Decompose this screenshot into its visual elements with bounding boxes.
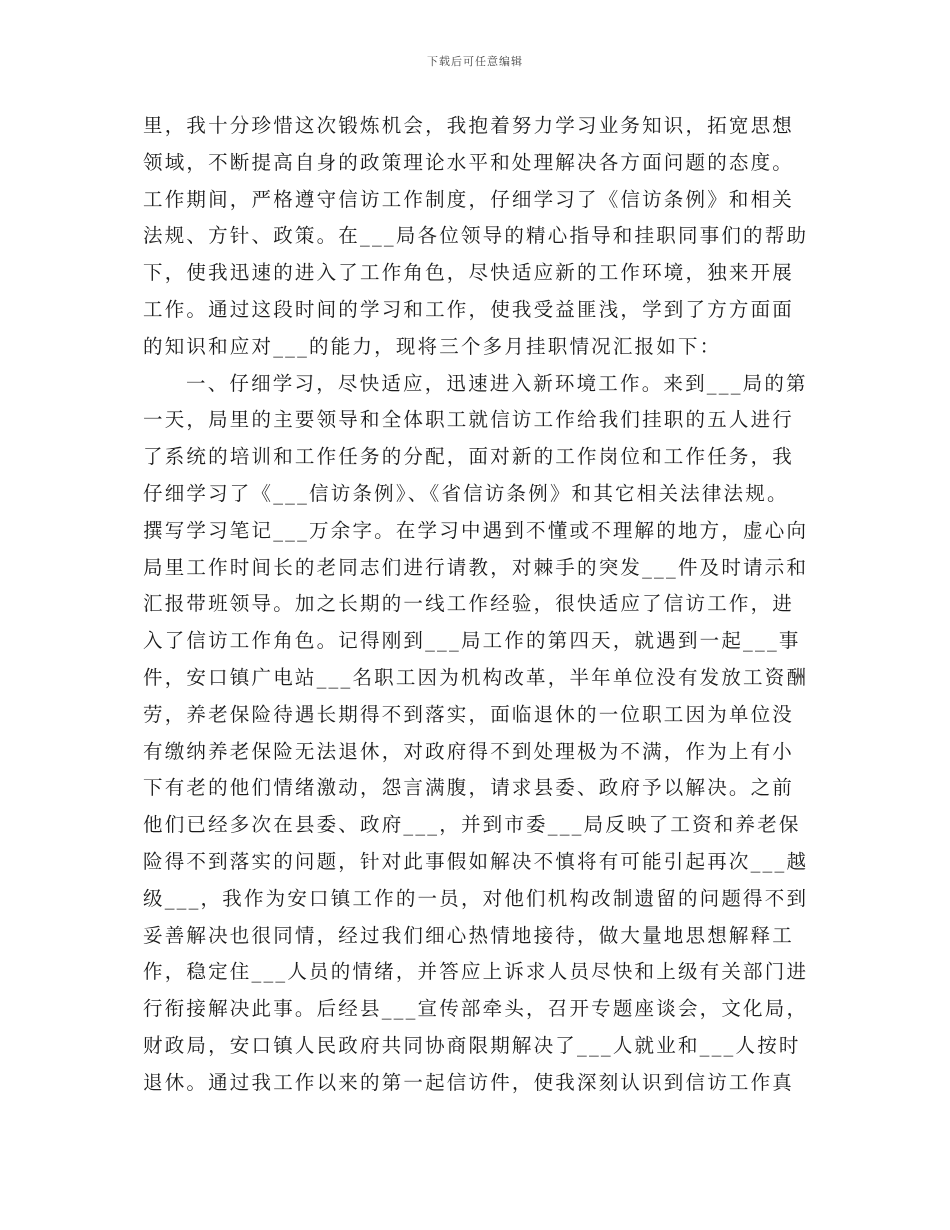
text-line: 作，稳定住___人员的情绪，并答应上诉求人员尽快和上级有关部门进	[143, 960, 809, 984]
paragraph-first-line: 一、仔细学习，尽快适应，迅速进入新环境工作。来到___局的第	[186, 371, 808, 395]
text-line: 入了信访工作角色。记得刚到___局工作的第四天，就遇到一起___事	[143, 629, 801, 653]
text-line: 他们已经多次在县委、政府___，并到市委___局反映了工资和养老保	[143, 813, 801, 837]
text-line: 有缴纳养老保险无法退休，对政府得不到处理极为不满，作为上有小	[143, 739, 795, 763]
text-line: 劳，养老保险待遇长期得不到落实，面临退休的一位职工因为单位没	[143, 702, 795, 726]
text-line: 的知识和应对___的能力，现将三个多月挂职情况汇报如下：	[143, 334, 722, 358]
text-line: 险得不到落实的问题，针对此事假如解决不慎将有可能引起再次___越	[143, 849, 809, 873]
page-header: 下载后可任意编辑	[427, 55, 523, 68]
document-body	[143, 108, 811, 1102]
text-line: 下有老的他们情绪激动，怨言满腹，请求县委、政府予以解决。之前	[143, 776, 795, 800]
text-line: 了系统的培训和工作任务的分配，面对新的工作岗位和工作任务，我	[143, 445, 795, 469]
text-line: 法规、方针、政策。在___局各位领导的精心指导和挂职同事们的帮助	[143, 224, 809, 248]
text-line: 退休。通过我工作以来的第一起信访件，使我深刻认识到信访工作真	[143, 1070, 795, 1094]
text-line: 件，安口镇广电站___名职工因为机构改革，半年单位没有发放工资酬	[143, 665, 809, 689]
text-line: 妥善解决也很同情，经过我们细心热情地接待，做大量地思想解释工	[143, 923, 795, 947]
text-line: 一天，局里的主要领导和全体职工就信访工作给我们挂职的五人进行	[143, 408, 795, 432]
text-line: 下，使我迅速的进入了工作角色，尽快适应新的工作环境，独来开展	[143, 261, 795, 285]
text-line: 局里工作时间长的老同志们进行请教，对棘手的突发___件及时请示和	[143, 555, 809, 579]
text-line: 工作期间，严格遵守信访工作制度，仔细学习了《信访条例》和相关	[143, 187, 795, 211]
text-line: 仔细学习了《___信访条例》、《省信访条例》和其它相关法律法规。	[143, 481, 789, 505]
text-line: 级___，我作为安口镇工作的一员，对他们机构改制遗留的问题得不到	[143, 886, 809, 910]
text-line: 汇报带班领导。加之长期的一线工作经验，很快适应了信访工作，进	[143, 592, 795, 616]
text-line: 里，我十分珍惜这次锻炼机会，我抱着努力学习业务知识，拓宽思想	[143, 114, 795, 137]
text-line: 行衔接解决此事。后经县___宣传部牵头，召开专题座谈会，文化局，	[143, 997, 809, 1021]
text-line: 领域，不断提高自身的政策理论水平和处理解决各方面问题的态度。	[143, 150, 795, 174]
text-line: 财政局，安口镇人民政府共同协商限期解决了___人就业和___人按时	[143, 1033, 801, 1057]
text-line: 工作。通过这段时间的学习和工作，使我受益匪浅，学到了方方面面	[143, 297, 795, 321]
text-line: 撰写学习笔记___万余字。在学习中遇到不懂或不理解的地方，虚心向	[143, 518, 809, 542]
